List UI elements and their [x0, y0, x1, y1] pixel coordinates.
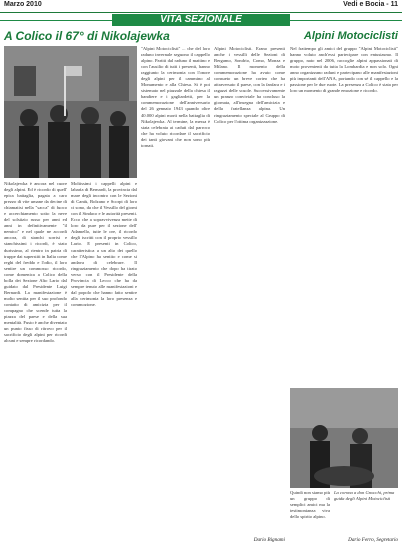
signature-2: Dario Ferro, Segretario: [348, 537, 398, 543]
photo-caption: La corona a don Gnocchi, prima guida degli Alpini Motociclisti: [334, 490, 395, 501]
ceremony-photo: [4, 46, 137, 178]
motorcycle-photo: [290, 388, 398, 488]
headline-row: [4, 29, 398, 43]
article-title: A Colico il 67° di Nikolajewka: [4, 29, 170, 43]
group-title: Alpini Motociclisti: [303, 30, 398, 42]
article-column-1: Nikolajewka è ancora nel cuore degli alpini. Ed è ricordo di quell' epica battaglia, pagata a caro prezzo di vite umane da decine di chiamatisi nella "sacca" di fuoco e accerchiamento sotto la neve del solstizio russo per anni ed anni in definitivamente "il nemico" e nel quale ne accordi ancora, di stanchi sorrisi e stanchissimi i ricordi, è stato durissimo, al rientro in patria di truppe dai superstiti in Italia come reghi del freddo e l'odio, il loro sentire un commosso ricordo, come domenica a Colico della bolla dei Sezione Alto Lario dal guidato dal Presidente Luigi Bernardi. La manifestazione è molto sentita per il suo profondo contatto di amicizia per il compagno che scende tutta la piazza del paese e della sua mentalità. Fusto è anche diventato un punto fisso di ritrovo per il sacrificio degli alpini per ricordi alcuni e sempre ricordando.: [4, 181, 67, 344]
signature-1: Dario Bignami: [253, 537, 285, 543]
article-column-4: Alpini Motociclisti. Erano presenti anche i vessilli delle Sezioni di Bergamo, Sondrio, Como, Monza e Milano. Il momento della commemorazione ha avuto come consueto un breve corteo che ha attraversato il paese, con la fanfara e i ragazzi delle scuole. Successivamente un pranzo conviviale ha concluso la giornata, all'insegna dell'amicizia e della fratellanza alpina. Un ringraziamento speciale al Gruppo di Colico per l'ottima organizzazione.: [214, 46, 285, 124]
article-column-2: Moltissimi i cappelli alpini e labarìa di Bernardi, la provincia dal mare degli incontro con le Sezioni di Cantù, Bolzano e Scorpi di loro ci sono, da che il Vessillo del giorni con il Sindaco e le autorità presenti. Ecco che a sopravvivenza mette di loro da pure per il sezione dell' Adamello, tutte le ore, il ricordo degli iscritti con il proprio vessillo Lario. E presenti in Colico, caratteristica a un alto dei quello che l'Alpino ha sentito e come si andava di celebrare. Il ringraziamento che dopo ha tirato verso con il Presidente della Provincia di Lecco che ha da sempre tenuto alle manifestazioni e dal popolo che hanno fatto sentire alla cerimonia la loro presenza e commozione.: [71, 181, 137, 307]
masthead: Vedi e Bocia - 11: [343, 1, 398, 8]
article-column-3: "Alpini Motociclisti" ... che del loro raduno invernale seguono il cappello alpino. Partiti dal raduno il mattino e con l'ausilio di tutti i presenti, hanno raggiunto la cerimonia con l'onore degli alpini per il cammino al Monumento e alla Chiesa. Si è poi sistemato nel piazzale della chiesa il bandiere e i gagliardetti, per la commemorazione dell'anniversario del 26 gennaio 1943 quando oltre 40.000 alpini morti nella battaglia di Nikolajewka. Al termine, la messa è stata celebrata ai caduti dal parroco che ha voluto ricordare il sacrificio dei tanti giovani che non sono più tornati.: [141, 46, 210, 148]
page-header: [0, 0, 402, 13]
issue-date: Marzo 2010: [4, 1, 42, 8]
article-column-5: Nel frattempo gli amici del gruppo "Alpini Motociclisti" hanno voluto anch'essi partecipare con entusiasmo. Il gruppo, nato nel 2006, raccoglie alpini appassionati di moto provenienti da tutta la Lombardia e non solo. Ogni anno organizzano raduni e partecipano alle manifestazioni più importanti dell'ANA, portando con sé il cappello e la passione per le due ruote. La presenza a Colico è stata per loro un momento di grande emozione e ricordo.: [290, 46, 398, 94]
section-title: VITA SEZIONALE: [112, 14, 290, 26]
article-column-5b: Quindi non siamo più un gruppo di semplici amici ma la testimonianza viva dello spirito alpino.: [290, 490, 330, 520]
